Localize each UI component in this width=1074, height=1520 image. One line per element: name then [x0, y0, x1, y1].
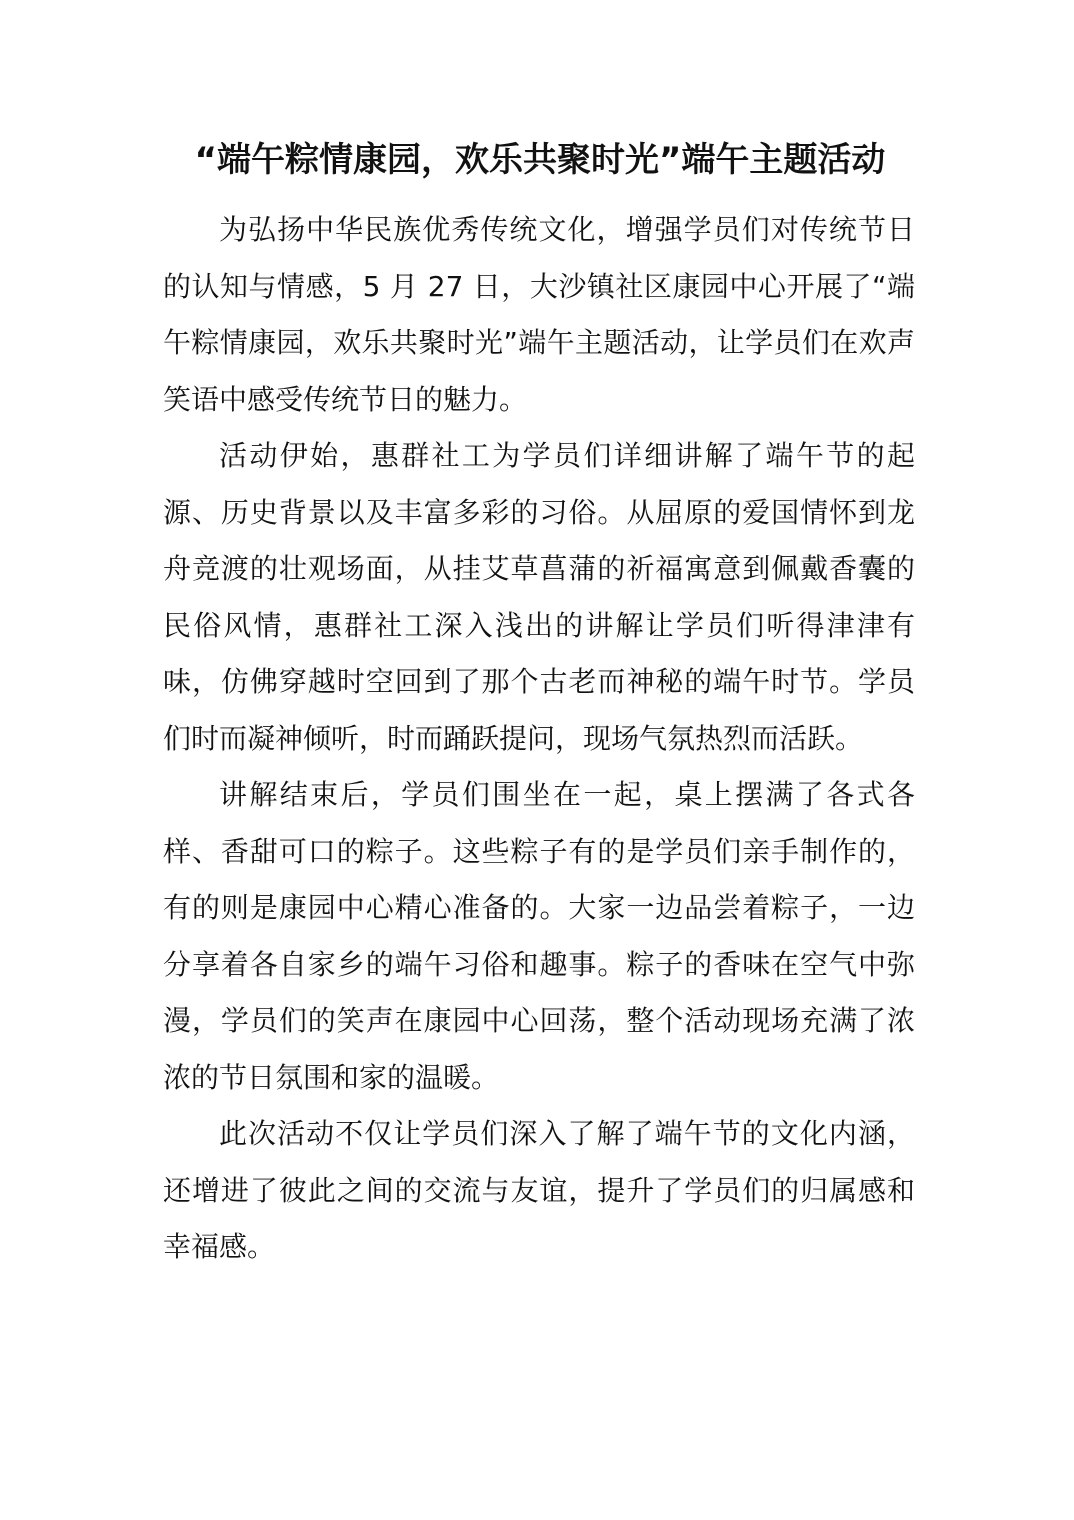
document-title: “端午粽情康园，欢乐共聚时光”端午主题活动 — [194, 140, 886, 180]
document-body — [163, 202, 915, 1276]
paragraph-intro: 为弘扬中华民族优秀传统文化，增强学员们对传统节日的认知与情感，5 月 27 日，大沙镇社区康园中心开展了“端午粽情康园，欢乐共聚时光”端午主题活动，让学员们在欢声笑语中感受传统节日的魅力。 — [163, 213, 915, 416]
paragraph-lecture: 活动伊始，惠群社工为学员们详细讲解了端午节的起源、历史背景以及丰富多彩的习俗。从屈原的爱国情怀到龙舟竞渡的壮观场面，从挂艾草菖蒲的祈福寓意到佩戴香囊的民俗风情，惠群社工深入浅出的讲解让学员们听得津津有味，仿佛穿越时空回到了那个古老而神秘的端午时节。学员们时而凝神倾听，时而踊跃提问，现场气氛热烈而活跃。 — [163, 439, 915, 755]
paragraph-conclusion: 此次活动不仅让学员们深入了解了端午节的文化内涵，还增进了彼此之间的交流与友谊，提升了学员们的归属感和幸福感。 — [163, 1117, 915, 1263]
paragraph-zongzi-sharing: 讲解结束后，学员们围坐在一起，桌上摆满了各式各样、香甜可口的粽子。这些粽子有的是学员们亲手制作的，有的则是康园中心精心准备的。大家一边品尝着粽子，一边分享着各自家乡的端午习俗和趣事。粽子的香味在空气中弥漫，学员们的笑声在康园中心回荡，整个活动现场充满了浓浓的节日氛围和家的温暖。 — [163, 778, 915, 1094]
